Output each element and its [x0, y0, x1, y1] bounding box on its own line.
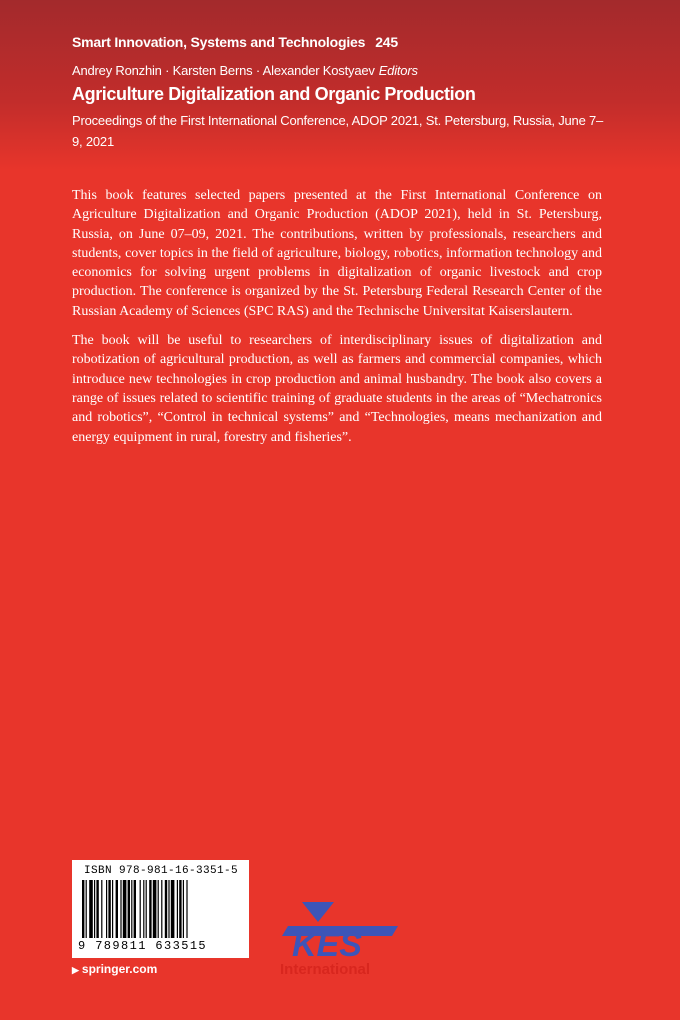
logo-swoosh-shape: [302, 902, 334, 922]
editors-line: [72, 63, 418, 78]
springer-url: springer.com: [81, 962, 158, 976]
editors-role: Editors: [378, 63, 418, 78]
barcode-bars: [80, 880, 240, 940]
series-name: Smart Innovation, Systems and Technologies: [72, 34, 366, 50]
barcode-digits: 9 789811 633515: [78, 939, 208, 953]
series-line: [72, 34, 398, 50]
blurb-paragraph-1: This book features selected papers presented at the First International Conference on Agriculture Digitalization and Organic Production (ADOP 2021), held in St. Petersburg, Russia, on June 07–09, 2021. The contributions, written by professionals, researchers and students, cover topics in the field of agriculture, biology, robotics, information technology and economics for solving urgent problems in digitalization of organic livestock and crop production. The conference is organized by the St. Petersburg Federal Research Center of the Russian Academy of Sciences (SPC RAS) and the Technische Universitat Kaiserslautern.: [72, 188, 602, 319]
book-title: Agriculture Digitalization and Organic Production: [72, 84, 476, 104]
isbn-barcode: [72, 860, 249, 958]
kes-international-logo: [278, 896, 410, 978]
book-subtitle: Proceedings of the First International Conference, ADOP 2021, St. Petersburg, Russia, June 7–9, 2021: [72, 113, 604, 149]
logo-international-text: International: [280, 961, 371, 978]
springer-link[interactable]: [72, 962, 157, 976]
blurb-paragraph-2: The book will be useful to researchers of interdisciplinary issues of digitalization and robotization of agricultural production, as well as farmers and commercial companies, which introduce new technologies in crop production and animal husbandry. The book also covers a range of issues related to scientific training of graduate students in the areas of “Mechatronics and robotics”, “Control in technical systems” and “Technologies, means mechanization and energy equipment in rural, forestry and fisheries”.: [72, 333, 602, 445]
isbn-text: ISBN 978-981-16-3351-5: [84, 865, 239, 877]
logo-kes-text: KES: [292, 926, 362, 964]
arrow-right-icon: ▶: [72, 965, 79, 975]
blurb: [72, 186, 602, 457]
series-number: 245: [375, 34, 398, 50]
editors-names: Andrey Ronzhin · Karsten Berns · Alexander Kostyaev: [72, 63, 375, 78]
